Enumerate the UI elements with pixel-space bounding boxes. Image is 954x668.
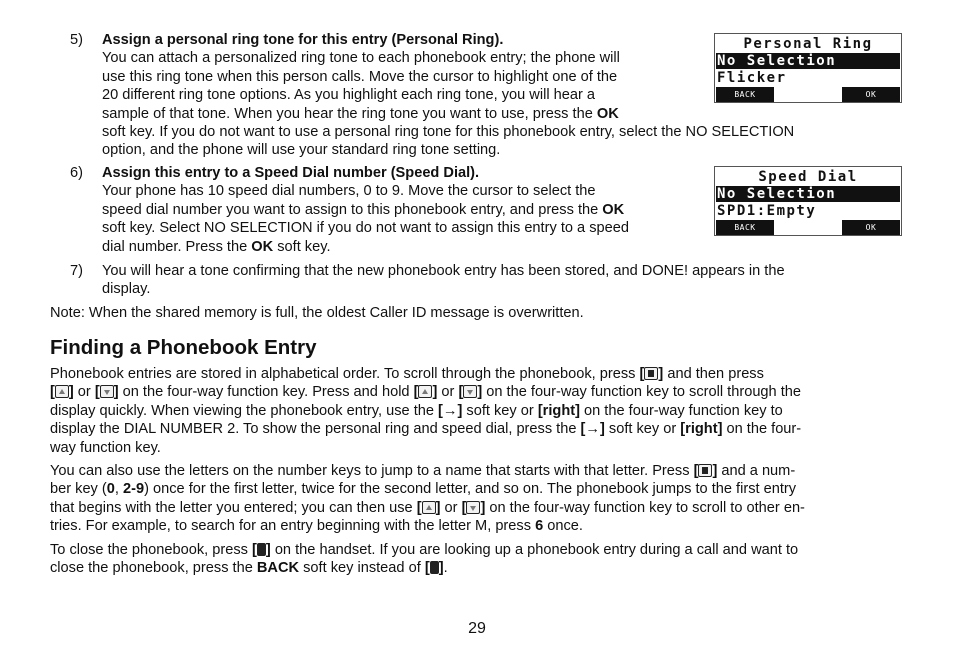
step-line: use this ring tone when this person calls. Move the cursor to highlight one of the (102, 68, 618, 85)
phonebook-key-icon (644, 367, 658, 380)
down-key-icon (463, 385, 477, 398)
step-line: You can attach a personalized ring tone to each phonebook entry; the phone will (102, 50, 620, 67)
step-line: display. (102, 281, 151, 298)
paragraph-letters: You can also use the letters on the number keys to jump to a name that starts with that letter. Press [ ] and a num- ber key (0, 2-9) once for the first letter, twice for the second letter, and so on. The phonebook jumps to the first entry that begins with the letter you entered; you can then use [ ] or [ ] on the four-way function key to scroll to other en- tries. For example, to search for an entry beginning with the letter M, press 6 once. (50, 463, 805, 535)
note: Note: When the shared memory is full, the oldest Caller ID message is overwritten. (50, 305, 584, 321)
step-line: 20 different ring tone options. As you highlight each ring tone, you will hear a (102, 87, 595, 104)
step-number: 5) (70, 32, 83, 48)
step-line: You will hear a tone confirming that the new phonebook entry has been stored, and DONE! appears in the (102, 263, 785, 279)
screen-row: SPD1:Empty (717, 203, 817, 219)
end-key-icon (430, 561, 439, 574)
page-number: 29 (468, 620, 486, 637)
step-line: soft key. If you do not want to use a personal ring tone for this phonebook entry, select the NO SELECTION (102, 124, 795, 141)
screen-row: Flicker (717, 70, 787, 86)
step-number: 7) (70, 263, 83, 279)
back-softkey: BACK (716, 220, 774, 235)
section-heading: Finding a Phonebook Entry (50, 336, 317, 359)
up-key-icon (55, 385, 69, 398)
paragraph-close: To close the phonebook, press [ ] on the handset. If you are looking up a phonebook entry during a call and want to close the phonebook, press the BACK soft key instead of [ ]. (50, 542, 799, 577)
screen-title: Personal Ring (743, 36, 873, 52)
ok-softkey: OK (842, 220, 900, 235)
up-key-icon (422, 501, 436, 514)
step-line: Your phone has 10 speed dial numbers, 0 to 9. Move the cursor to select the (102, 183, 596, 200)
speed-dial-screen (714, 166, 902, 236)
personal-ring-screen (714, 33, 902, 103)
back-softkey: BACK (716, 87, 774, 102)
down-key-icon (466, 501, 480, 514)
step-title: Assign this entry to a Speed Dial number (Speed Dial). (102, 165, 480, 181)
step-line: option, and the phone will use your standard ring tone setting. (102, 142, 501, 159)
step-title: Assign a personal ring tone for this entry (Personal Ring). (102, 32, 504, 48)
screen-highlight-row: No Selection (716, 53, 900, 69)
step-line: sample of that tone. When you hear the ring tone you want to use, press the OK (102, 105, 619, 122)
screen-highlight-row: No Selection (716, 186, 900, 202)
up-key-icon (418, 385, 432, 398)
paragraph-finding: Phonebook entries are stored in alphabetical order. To scroll through the phonebook, press [ ] and then press [ ] or [ ] on the four-way function key. Press and hold [ ] or [ ] on the four-way function key to scroll through the display quickly. When viewing the phonebook entry, use the [→] soft key or [right] on the four-way function key to display the DIAL NUMBER 2. To show the personal ring and speed dial, press the [→] soft key or [right] on the four- way function key. (50, 366, 802, 456)
step-line: soft key. Select NO SELECTION if you do not want to assign this entry to a speed (102, 220, 629, 237)
phonebook-key-icon (698, 464, 712, 477)
step-number: 6) (70, 165, 83, 181)
screen-title: Speed Dial (758, 169, 858, 185)
step-line: speed dial number you want to assign to this phonebook entry, and press the OK (102, 201, 625, 218)
step-line: dial number. Press the OK soft key. (102, 238, 331, 255)
end-key-icon (257, 543, 266, 556)
ok-softkey: OK (842, 87, 900, 102)
down-key-icon (100, 385, 114, 398)
